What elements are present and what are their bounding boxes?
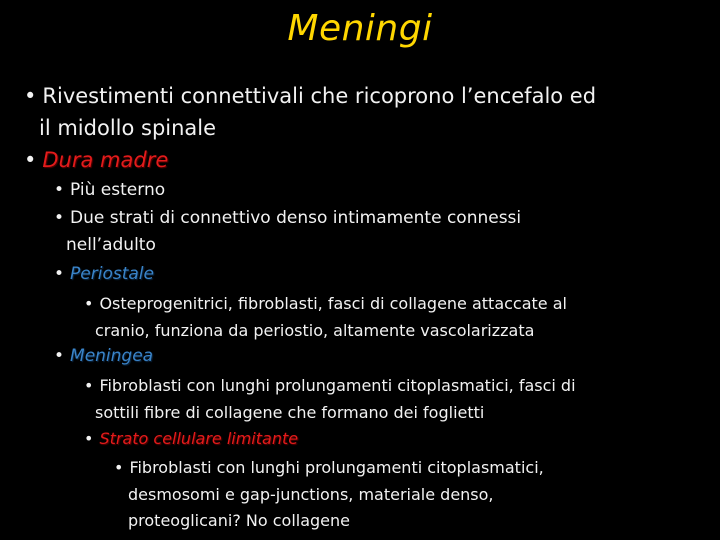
bullet-icon: • bbox=[84, 376, 94, 395]
bullet-fibroblasti-fasci-line2: sottili fibre di collagene che formano dei foglietti bbox=[95, 403, 485, 422]
bullet-rivestimenti-line2: il midollo spinale bbox=[39, 116, 217, 140]
bullet-text: Più esterno bbox=[70, 180, 166, 200]
bullet-fibroblasti-fasci-line1 bbox=[84, 378, 576, 394]
periostale-heading: Periostale bbox=[70, 264, 154, 284]
bullet-icon: • bbox=[54, 180, 65, 200]
bullet-osteprogenitrici-line2: cranio, funziona da periostio, altamente vascolarizzata bbox=[95, 321, 535, 340]
bullet-rivestimenti-line1 bbox=[24, 86, 596, 107]
strato-cellulare-heading: Strato cellulare limitante bbox=[99, 429, 299, 448]
meningea-heading: Meningea bbox=[70, 346, 154, 366]
dura-madre-heading: Dura madre bbox=[42, 148, 169, 172]
bullet-fibroblasti-desmosomi-line2: desmosomi e gap-junctions, materiale denso, bbox=[128, 485, 494, 504]
bullet-text: Rivestimenti connettivali che ricoprono l’encefalo ed bbox=[42, 84, 597, 108]
bullet-fibroblasti-desmosomi-line3: proteoglicani? No collagene bbox=[128, 511, 350, 530]
bullet-dura-madre bbox=[24, 150, 168, 171]
bullet-icon: • bbox=[54, 346, 65, 366]
bullet-fibroblasti-desmosomi-line1 bbox=[114, 460, 544, 476]
bullet-meningea bbox=[54, 348, 153, 365]
bullet-osteprogenitrici-line1 bbox=[84, 296, 567, 312]
bullet-icon: • bbox=[84, 429, 94, 448]
bullet-text: Fibroblasti con lunghi prolungamenti citoplasmatici, fasci di bbox=[99, 376, 576, 395]
bullet-due-strati-line2: nell’adulto bbox=[66, 235, 156, 255]
bullet-icon: • bbox=[84, 294, 94, 313]
bullet-text: Due strati di connettivo denso intimamente connessi bbox=[70, 208, 522, 228]
bullet-icon: • bbox=[24, 148, 37, 172]
bullet-icon: • bbox=[114, 458, 124, 477]
bullet-strato-cellulare bbox=[84, 431, 298, 447]
bullet-piu-esterno bbox=[54, 182, 165, 199]
bullet-due-strati-line1 bbox=[54, 210, 521, 227]
bullet-periostale bbox=[54, 266, 154, 283]
bullet-icon: • bbox=[24, 84, 37, 108]
bullet-icon: • bbox=[54, 264, 65, 284]
bullet-text: Osteprogenitrici, fibroblasti, fasci di collagene attaccate al bbox=[99, 294, 567, 313]
slide-title: Meningi bbox=[287, 8, 433, 49]
bullet-text: Fibroblasti con lunghi prolungamenti citoplasmatici, bbox=[129, 458, 544, 477]
bullet-icon: • bbox=[54, 208, 65, 228]
